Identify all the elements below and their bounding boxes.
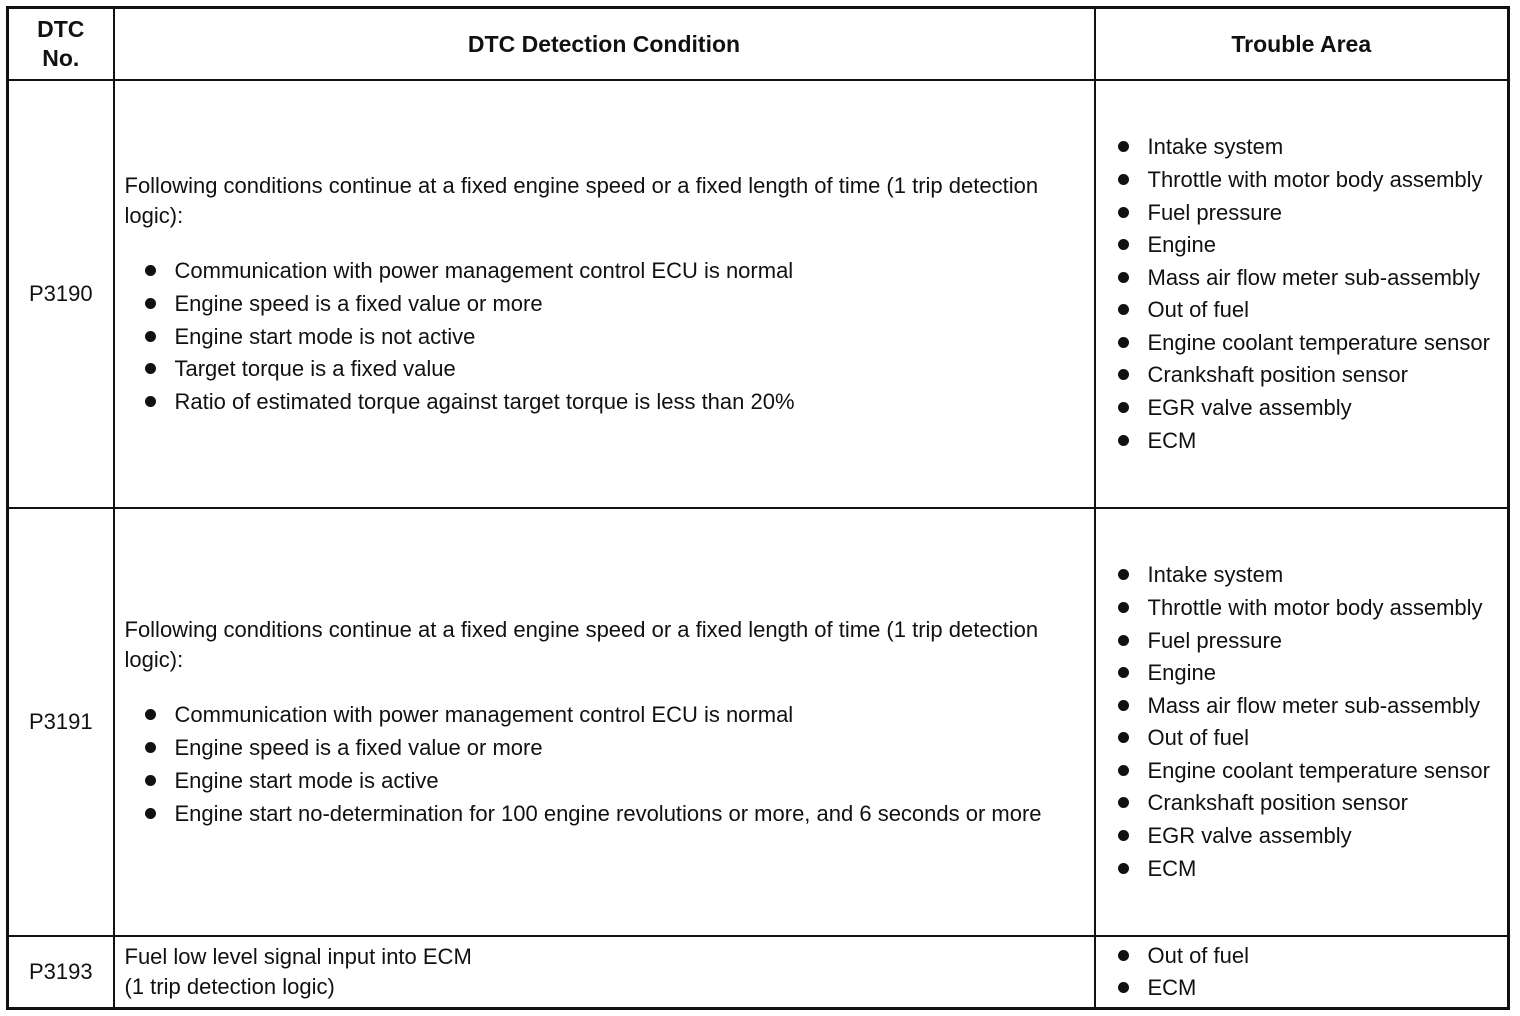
bullet-icon	[145, 709, 156, 720]
list-item: Mass air flow meter sub-assembly	[1118, 263, 1498, 293]
table-row	[8, 936, 1509, 1009]
list-item: Fuel pressure	[1118, 626, 1498, 656]
list-item: Communication with power management control ECU is normal	[145, 700, 1074, 730]
bullet-icon	[1118, 174, 1129, 185]
detection-condition	[114, 936, 1095, 1009]
dtc-code: P3191	[8, 508, 114, 936]
list-item: Communication with power management control ECU is normal	[145, 256, 1074, 286]
bullet-icon	[1118, 765, 1129, 776]
list-item: Throttle with motor body assembly	[1118, 165, 1498, 195]
bullet-icon	[145, 298, 156, 309]
list-item: Engine coolant temperature sensor	[1118, 328, 1498, 358]
bullet-icon	[145, 396, 156, 407]
bullet-icon	[145, 363, 156, 374]
list-item: Engine speed is a fixed value or more	[145, 289, 1074, 319]
list-item: Target torque is a fixed value	[145, 354, 1074, 384]
list-item: Out of fuel	[1118, 295, 1498, 325]
bullet-icon	[1118, 797, 1129, 808]
bullet-icon	[1118, 435, 1129, 446]
trouble-list	[1118, 132, 1498, 455]
header-trouble-area: Trouble Area	[1095, 8, 1509, 81]
list-item: Crankshaft position sensor	[1118, 788, 1498, 818]
bullet-icon	[1118, 950, 1129, 961]
bullet-icon	[145, 775, 156, 786]
condition-list	[145, 256, 1074, 417]
bullet-icon	[1118, 207, 1129, 218]
list-item: Out of fuel	[1118, 941, 1498, 971]
list-item: Engine coolant temperature sensor	[1118, 756, 1498, 786]
list-item: Throttle with motor body assembly	[1118, 593, 1498, 623]
list-item: ECM	[1118, 854, 1498, 884]
bullet-icon	[1118, 141, 1129, 152]
bullet-icon	[1118, 732, 1129, 743]
list-item: ECM	[1118, 426, 1498, 456]
detection-condition	[114, 80, 1095, 508]
list-item: Fuel pressure	[1118, 198, 1498, 228]
trouble-list	[1118, 560, 1498, 883]
list-item: Engine start no-determination for 100 engine revolutions or more, and 6 seconds or more	[145, 799, 1074, 829]
bullet-icon	[145, 808, 156, 819]
bullet-icon	[1118, 337, 1129, 348]
bullet-icon	[1118, 239, 1129, 250]
trouble-list	[1118, 941, 1498, 1004]
list-item: Engine start mode is active	[145, 766, 1074, 796]
trouble-area	[1095, 508, 1509, 936]
condition-intro: Following conditions continue at a fixed engine speed or a fixed length of time (1 trip detection logic):	[124, 173, 1039, 229]
bullet-icon	[1118, 602, 1129, 613]
dtc-code: P3190	[8, 80, 114, 508]
list-item: Ratio of estimated torque against target torque is less than 20%	[145, 387, 1074, 417]
list-item: EGR valve assembly	[1118, 393, 1498, 423]
header-row	[8, 8, 1509, 81]
header-dtc-no: DTC No.	[8, 8, 114, 81]
trouble-area	[1095, 80, 1509, 508]
list-item: Engine	[1118, 658, 1498, 688]
table-row	[8, 80, 1509, 508]
condition-line: Fuel low level signal input into ECM	[124, 944, 472, 969]
list-item: Mass air flow meter sub-assembly	[1118, 691, 1498, 721]
list-item: EGR valve assembly	[1118, 821, 1498, 851]
list-item: Crankshaft position sensor	[1118, 360, 1498, 390]
table-row	[8, 508, 1509, 936]
bullet-icon	[1118, 863, 1129, 874]
bullet-icon	[1118, 982, 1129, 993]
dtc-code: P3193	[8, 936, 114, 1009]
list-item: Intake system	[1118, 132, 1498, 162]
header-detection-condition: DTC Detection Condition	[114, 8, 1095, 81]
list-item: Intake system	[1118, 560, 1498, 590]
bullet-icon	[145, 742, 156, 753]
bullet-icon	[1118, 272, 1129, 283]
bullet-icon	[145, 331, 156, 342]
condition-list	[145, 700, 1074, 828]
bullet-icon	[1118, 569, 1129, 580]
bullet-icon	[1118, 830, 1129, 841]
bullet-icon	[145, 265, 156, 276]
list-item: Engine	[1118, 230, 1498, 260]
bullet-icon	[1118, 369, 1129, 380]
dtc-table	[6, 6, 1510, 1010]
condition-line: (1 trip detection logic)	[124, 974, 335, 999]
bullet-icon	[1118, 635, 1129, 646]
bullet-icon	[1118, 667, 1129, 678]
list-item: ECM	[1118, 973, 1498, 1003]
bullet-icon	[1118, 402, 1129, 413]
detection-condition	[114, 508, 1095, 936]
trouble-area	[1095, 936, 1509, 1009]
condition-intro: Following conditions continue at a fixed engine speed or a fixed length of time (1 trip detection logic):	[124, 617, 1039, 673]
list-item: Engine start mode is not active	[145, 322, 1074, 352]
bullet-icon	[1118, 304, 1129, 315]
list-item: Engine speed is a fixed value or more	[145, 733, 1074, 763]
list-item: Out of fuel	[1118, 723, 1498, 753]
bullet-icon	[1118, 700, 1129, 711]
